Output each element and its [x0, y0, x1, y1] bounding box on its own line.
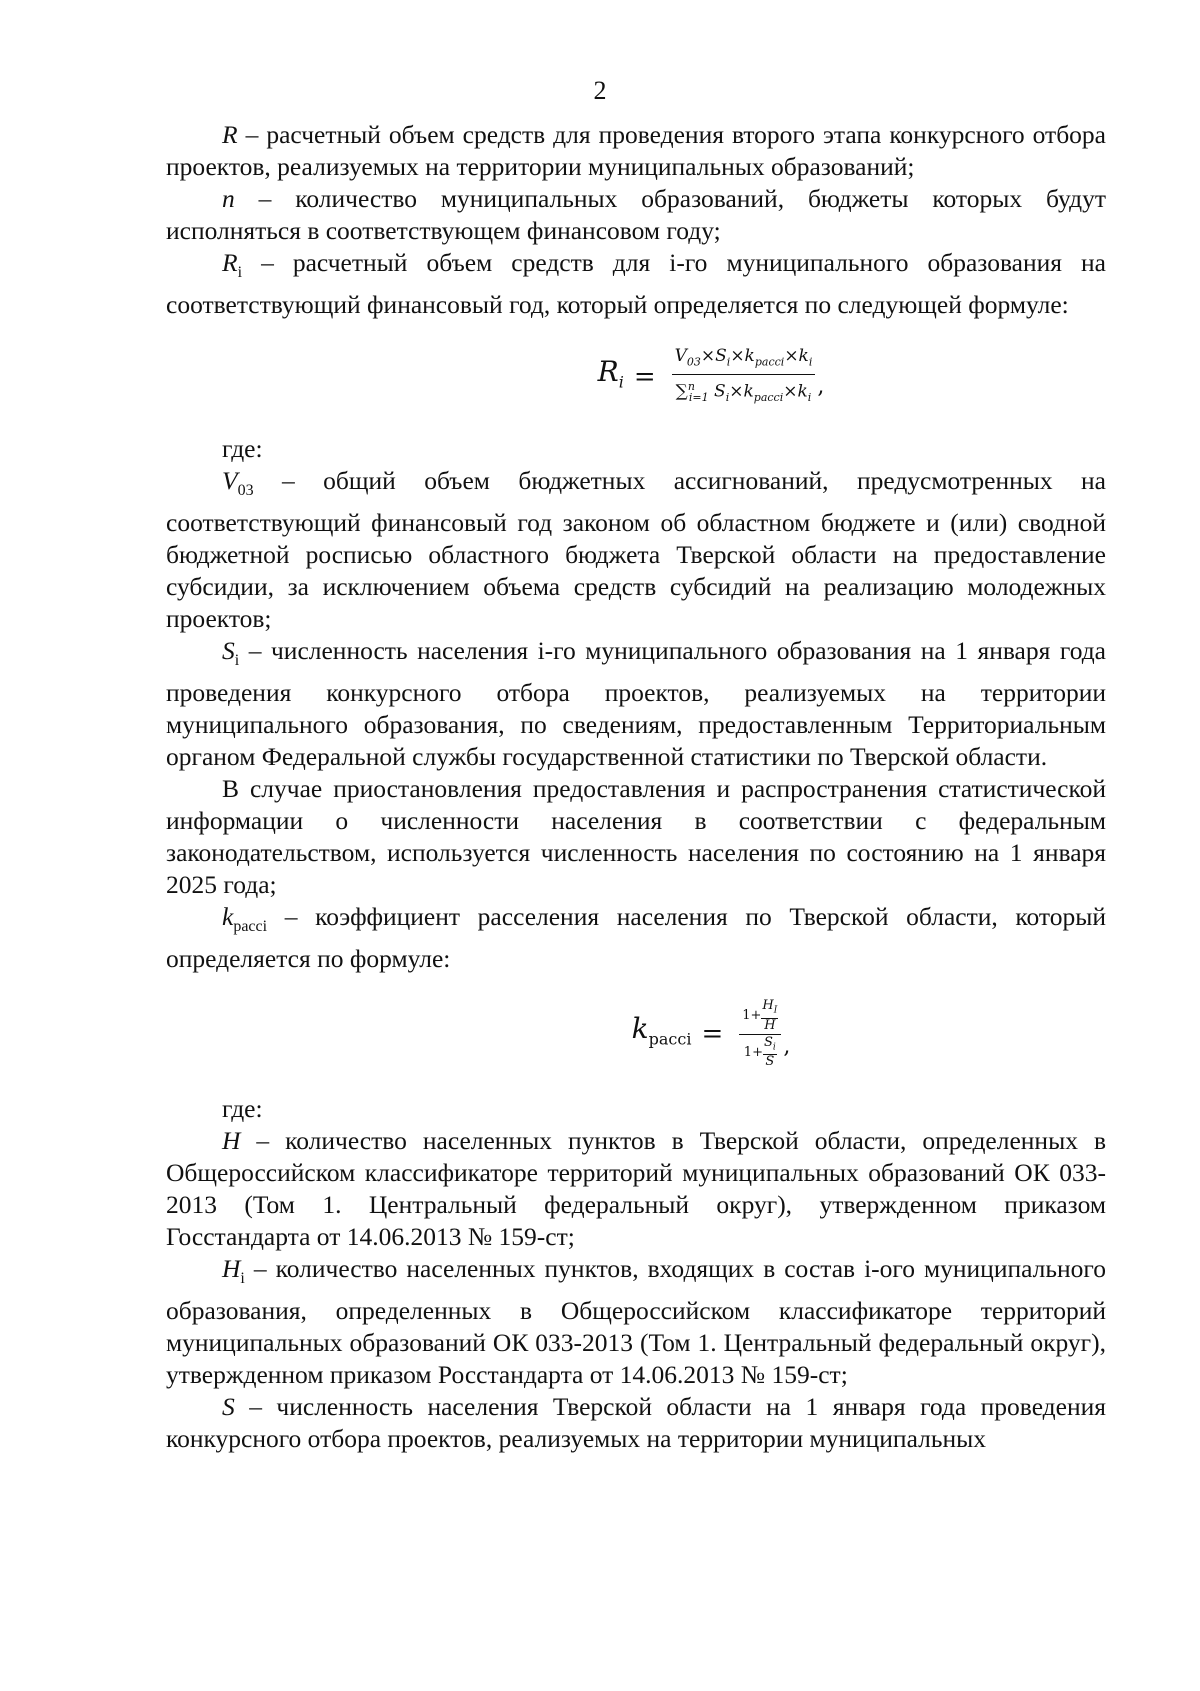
variable-symbol: S	[222, 1392, 235, 1422]
paragraph-text: – расчетный объем средств для i-го муниципального образования на соответствующий финансовый год, который определяется по следующей формуле:	[166, 248, 1106, 320]
middle-paragraphs	[166, 465, 1106, 975]
bottom-paragraphs	[166, 1125, 1106, 1455]
formula1-denominator: ∑$^n_{i=1}$ $S_i\times k_{pacci}\times k_i$	[675, 380, 812, 405]
formula1-lhs-sub: i	[618, 372, 624, 392]
formula2-lhs: k	[631, 1012, 649, 1046]
paragraph-text: – численность населения Тверской области на 1 января года проведения конкурсного отбора проектов, реализуемых на территории муниципальных	[166, 1392, 1106, 1454]
variable-symbol: V	[222, 466, 238, 496]
paragraph-text: – количество населенных пунктов, входящих в состав i-ого муниципального образования, определенных в Общероссийском классификаторе территорий муниципальных образований ОК 033-2013 (Том 1. Центральный федеральный округ), утвержденном приказом Росстандарта от 14.06.2013 № 159-ст;	[166, 1254, 1106, 1390]
formula2-numerator: 1+ $\frac{H_I}{H}$	[739, 999, 781, 1035]
where-label-2: где:	[222, 1094, 263, 1124]
formula1-numerator: $V_{03}\times S_i\times k_{pacci}\times k_i$	[672, 345, 816, 375]
paragraph-text: – количество населенных пунктов в Тверской области, определенных в Общероссийском классификаторе территорий муниципальных образований ОК 033-2013 (Том 1. Центральный федеральный округ), утвержденном приказом Госстандарта от 14.06.2013 № 159-ст;	[166, 1126, 1106, 1252]
paragraph-text: – расчетный объем средств для проведения второго этапа конкурсного отбора проектов, реализуемых на территории муниципальных образований;	[166, 120, 1106, 181]
paragraph	[166, 183, 1106, 247]
paragraph	[166, 901, 1106, 975]
formula-r-i	[316, 321, 1106, 433]
variable-subscript: 03	[237, 482, 254, 500]
variable-symbol: R	[222, 120, 238, 149]
paragraph-text: – коэффициент расселения населения по Тверской области, который определяется по формуле:	[166, 902, 1106, 974]
variable-symbol: k	[222, 902, 234, 932]
paragraph	[166, 1391, 1106, 1455]
paragraph	[166, 1253, 1106, 1391]
paragraph-text: – общий объем бюджетных ассигнований, предусмотренных на соответствующий финансовый год законом об областном бюджете и (или) сводной бюджетной росписью областного бюджета Тверской области на предоставление субсидии, за исключением объема средств субсидий на реализацию молодежных проектов;	[166, 466, 1106, 634]
paragraph	[166, 635, 1106, 773]
formula-k-pacci	[316, 975, 1106, 1093]
paragraph	[166, 247, 1106, 321]
where-label-1: где:	[222, 434, 263, 464]
formula1-lhs: R	[597, 354, 619, 388]
formula2-fraction	[739, 999, 781, 1069]
variable-subscript: i	[237, 264, 243, 282]
paragraph	[166, 119, 1106, 183]
paragraph-text: – количество муниципальных образований, бюджеты которых будут исполняться в соответствующем финансовом году;	[166, 184, 1106, 245]
variable-symbol: n	[222, 184, 235, 213]
variable-symbol: H	[222, 1254, 241, 1284]
formula2-comma: ,	[783, 1034, 791, 1060]
variable-symbol: S	[222, 636, 235, 666]
page-number: 2	[593, 76, 607, 105]
paragraph	[166, 773, 1106, 901]
variable-subscript: i	[240, 1270, 245, 1288]
formula1-comma: ,	[817, 374, 825, 400]
variable-symbol: R	[222, 248, 238, 277]
top-paragraphs	[166, 119, 1106, 321]
variable-subscript: i	[234, 652, 240, 670]
paragraph-text: В случае приостановления предоставления и распространения статистической информации о численности населения в соответствии с федеральным законодательством, используется численность населения по состоянию на 1 января 2025 года;	[166, 774, 1106, 900]
formula2-denominator: 1+ $\frac{S_i}{S}$	[743, 1034, 776, 1070]
formula2-equals: =	[701, 1019, 724, 1050]
paragraph	[166, 465, 1106, 635]
formula1-fraction	[672, 345, 816, 409]
document-body	[166, 119, 1106, 1455]
formula1-equals: =	[633, 362, 656, 393]
variable-subscript: pacci	[233, 918, 268, 936]
paragraph	[166, 1125, 1106, 1253]
paragraph-text: – численность населения i-го муниципального образования на 1 января года проведения конкурсного отбора проектов, реализуемых на территории муниципального образования, по сведениям, предоставленным Территориальным органом Федеральной службы государственной статистики по Тверской области.	[166, 636, 1106, 772]
formula2-lhs-sub: pacci	[648, 1029, 692, 1049]
variable-symbol: Н	[222, 1126, 241, 1156]
